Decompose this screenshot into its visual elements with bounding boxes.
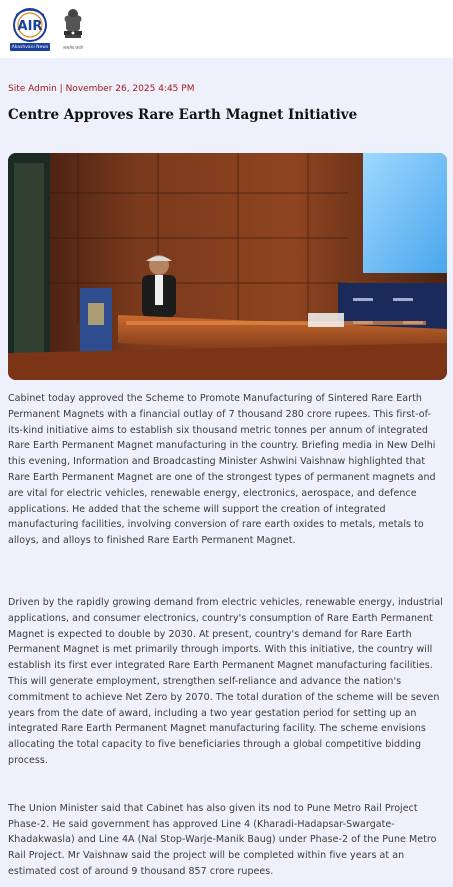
article-paragraph: Driven by the rapidly growing demand from electric vehicles, renewable energy, industrial applications, and consumer electronics, country's consumption of Rare Earth Permanent Magnet is expected to double by 2030. At present, country's demand for Rare Earth Permanent Magnet is met primarily through imports. With this initiative, the country will establish its first ever integrated Rare Earth Permanent Magnet manufacturing facilities. This will generate employment, strengthen self-reliance and advance the nation's commitment to achieve Net Zero by 2070. The total duration of the scheme will be seven years from the date of award, including a two year gestation period for setting up an integrated Rare Earth Permanent Magnet manufacturing facility. The scheme envisions allocating the total capacity to five beneficiaries through a global competitive bidding process.: [8, 596, 443, 766]
article-photo: [8, 153, 447, 380]
air-logo-icon: [10, 7, 50, 43]
article: [0, 84, 453, 880]
article-title: Centre Approves Rare Earth Magnet Initiative: [8, 107, 358, 123]
akashvani-logo[interactable]: [10, 7, 50, 51]
emblem-caption: सत्यमेव जयते: [63, 45, 83, 50]
article-paragraph: Cabinet today approved the Scheme to Promote Manufacturing of Sintered Rare Earth Permanent Magnets with a financial outlay of 7 thousand 280 crore rupees. This first-of-its-kind initiative aims to establish six thousand metric tonnes per annum of integrated Rare Earth Permanent Magnet manufacturing in the country. Briefing media in New Delhi this evening, Information and Broadcasting Minister Ashwini Vaishnaw highlighted that Rare Earth Permanent Magnet are one of the strongest types of permanent magnets and are vital for electric vehicles, renewable energy, electronics, aerospace, and defence applications. He added that the scheme will support the creation of integrated manufacturing facilities, involving conversion of rare earth oxides to metals, metals to alloys, and alloys to finished Rare Earth Permanent Magnet.: [8, 393, 436, 547]
logo-badge: Akashvani News: [11, 44, 49, 50]
svg-text:AIR: AIR: [17, 19, 43, 34]
site-header: [0, 0, 453, 58]
ashoka-emblem-icon: [60, 7, 86, 45]
national-emblem: [60, 7, 86, 51]
article-paragraph: The Union Minister said that Cabinet has also given its nod to Pune Metro Rail Project Phase-2. He said government has approved Line 4 (Kharadi-Hadapsar-Swargate-Khadakwasla) and Line 4A (Nal Stop-Warje-Manik Baug) under Phase-2 of the Pune Metro Rail Project. Mr Vaishnaw said the project will be completed within five years at an estimated cost of around 9 thousand 857 crore rupees.: [8, 802, 437, 877]
article-meta: Site Admin | November 26, 2025 4:45 PM: [8, 84, 195, 94]
